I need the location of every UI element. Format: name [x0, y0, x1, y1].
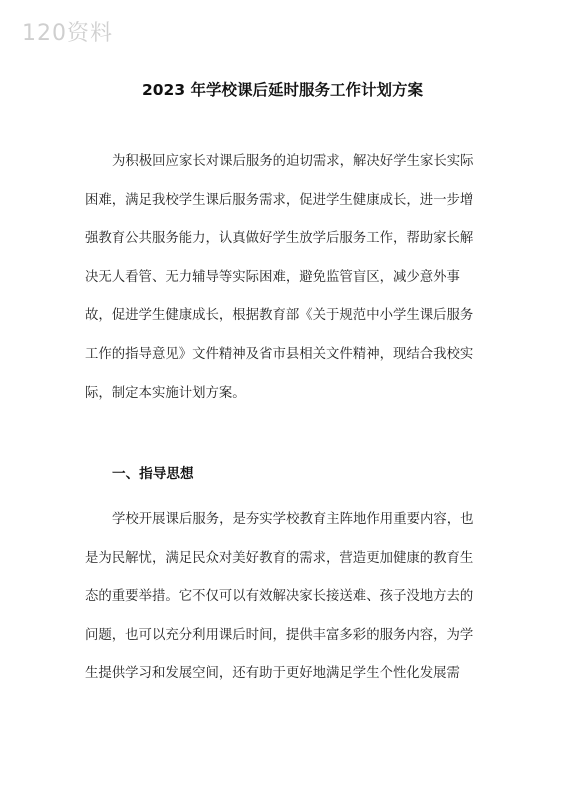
paragraph-line: 困难，满足我校学生课后服务需求，促进学生健康成长，进一步增 — [85, 192, 474, 208]
paragraph-line: 决无人看管、无力辅导等实际困难，避免监管盲区，减少意外事 — [85, 269, 460, 285]
paragraph-line: 为积极回应家长对课后服务的迫切需求，解决好学生家长实际 — [112, 154, 474, 169]
paragraph-line: 生提供学习和发展空间，还有助于更好地满足学生个性化发展需 — [85, 666, 460, 682]
paragraph-intro — [85, 150, 485, 420]
paragraph-line: 是为民解忧，满足民众对美好教育的需求，营造更加健康的教育生 — [85, 550, 474, 566]
watermark: 120资料 — [22, 21, 113, 46]
paragraph-line: 际，制定本实施计划方案。 — [85, 385, 246, 401]
document-title: 2023 年学校课后延时服务工作计划方案 — [141, 81, 424, 99]
paragraph-line: 态的重要举措。它不仅可以有效解决家长接送难、孩子没地方去的 — [85, 589, 474, 605]
paragraph-line: 学校开展课后服务，是夯实学校教育主阵地作用重要内容，也 — [112, 512, 474, 527]
paragraph-line: 问题，也可以充分利用课后时间，提供丰富多彩的服务内容，为学 — [85, 627, 474, 643]
section-heading: 一、指导思想 — [112, 466, 194, 482]
paragraph-line: 强教育公共服务能力，认真做好学生放学后服务工作，帮助家长解 — [85, 231, 474, 247]
paragraph-line: 工作的指导意见》文件精神及省市县相关文件精神，现结合我校实 — [85, 346, 474, 362]
paragraph-line: 故，促进学生健康成长，根据教育部《关于规范中小学生课后服务 — [85, 308, 474, 324]
paragraph-guiding-ideology — [85, 508, 485, 701]
